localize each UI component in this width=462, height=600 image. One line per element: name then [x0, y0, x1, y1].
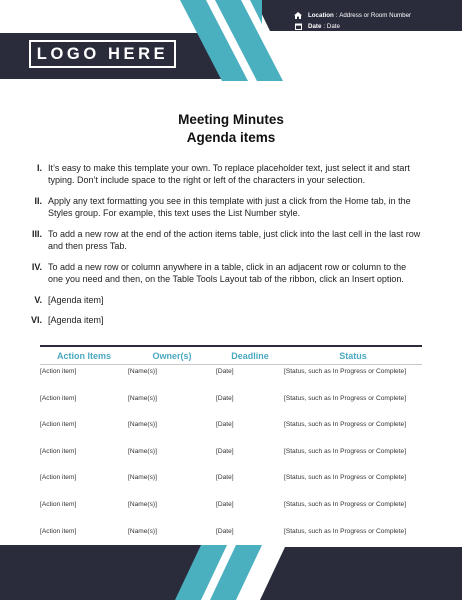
- table-header-row: [40, 348, 422, 365]
- agenda-item[interactable]: [22, 195, 422, 219]
- column-header-action-items: Action Items: [40, 348, 128, 365]
- location-value[interactable]: Address or Room Number: [339, 12, 412, 19]
- date-label: Date: [308, 23, 322, 30]
- footer-banner: [0, 545, 462, 600]
- document-title[interactable]: Meeting Minutes: [178, 112, 284, 127]
- table-row: [40, 418, 422, 445]
- action-item-cell[interactable]: [Action item]: [40, 368, 77, 375]
- column-header-deadline: Deadline: [216, 348, 284, 365]
- agenda-number: I.: [36, 163, 42, 173]
- header-teal-stripe-3: [250, 0, 262, 24]
- status-cell[interactable]: [Status, such as In Progress or Complete]: [284, 421, 407, 429]
- agenda-text: [Agenda item]: [48, 315, 104, 325]
- deadline-cell[interactable]: [Date]: [216, 500, 234, 508]
- owner-cell[interactable]: [Name(s)]: [128, 368, 157, 375]
- agenda-item[interactable]: [22, 314, 422, 326]
- table-top-rule: [40, 345, 422, 347]
- agenda-number: V.: [34, 295, 42, 305]
- agenda-text: It’s easy to make this template your own. To replace placeholder text, just select it and start typing. Don’t include space to the right or left of the characters in your selection.: [48, 163, 410, 185]
- status-cell[interactable]: [Status, such as In Progress or Complete]: [284, 474, 407, 482]
- agenda-number: VI.: [30, 315, 42, 325]
- footer-left-band: [0, 545, 209, 600]
- agenda-item[interactable]: [22, 294, 422, 306]
- table-row: [40, 445, 422, 472]
- status-cell[interactable]: [Status, such as In Progress or Complete]: [284, 394, 407, 402]
- agenda-text: To add a new row or column anywhere in a table, click in an adjacent row or column to the one you need and then, on the Table Tools Layout tab of the ribbon, click an Insert option.: [48, 262, 407, 284]
- owner-cell[interactable]: [Name(s)]: [128, 447, 157, 455]
- action-item-cell[interactable]: [Action item]: [40, 527, 77, 535]
- agenda-number: II.: [34, 196, 42, 206]
- deadline-cell[interactable]: [Date]: [216, 527, 234, 535]
- action-item-cell[interactable]: [Action item]: [40, 447, 77, 455]
- home-icon: [293, 12, 303, 19]
- owner-cell[interactable]: [Name(s)]: [128, 421, 157, 429]
- column-header-status: Status: [284, 348, 422, 365]
- deadline-cell[interactable]: [Date]: [216, 421, 234, 429]
- agenda-text: To add a new row at the end of the action items table, just click into the last cell in the last row and then press Tab.: [48, 229, 421, 251]
- agenda-text: Apply any text formatting you see in this template with just a click from the Home tab, in the Styles group. For example, this text uses the List Number style.: [48, 196, 411, 218]
- clock-icon: [293, 33, 303, 40]
- table-row: [40, 498, 422, 525]
- action-item-cell[interactable]: [Action item]: [40, 474, 77, 482]
- table-row: [40, 365, 422, 392]
- table-row: [40, 471, 422, 498]
- deadline-cell[interactable]: [Date]: [216, 474, 234, 482]
- calendar-icon: [293, 23, 303, 30]
- time-row: Time : Time: [293, 33, 341, 40]
- date-row: Date : Date: [293, 23, 340, 30]
- owner-cell[interactable]: [Name(s)]: [128, 474, 157, 482]
- agenda-item[interactable]: [22, 162, 422, 186]
- agenda-number: IV.: [31, 262, 42, 272]
- footer-right-band: [260, 547, 462, 600]
- deadline-cell[interactable]: [Date]: [216, 368, 234, 375]
- date-value[interactable]: Date: [326, 23, 340, 30]
- deadline-cell[interactable]: [Date]: [216, 447, 234, 455]
- deadline-cell[interactable]: [Date]: [216, 394, 234, 402]
- logo-placeholder[interactable]: LOGO HERE: [29, 40, 176, 68]
- owner-cell[interactable]: [Name(s)]: [128, 394, 157, 402]
- owner-cell[interactable]: [Name(s)]: [128, 527, 157, 535]
- location-row: Location : Address or Room Number: [293, 12, 411, 19]
- status-cell[interactable]: [Status, such as In Progress or Complete]: [284, 368, 407, 375]
- document-subtitle[interactable]: Agenda items: [186, 130, 276, 145]
- status-cell[interactable]: [Status, such as In Progress or Complete]: [284, 447, 407, 455]
- action-item-cell[interactable]: [Action item]: [40, 394, 77, 402]
- time-label: Time: [308, 33, 323, 40]
- location-label: Location: [308, 12, 334, 19]
- agenda-item[interactable]: [22, 261, 422, 285]
- status-cell[interactable]: [Status, such as In Progress or Complete]: [284, 527, 407, 535]
- table-row: [40, 392, 422, 419]
- action-item-cell[interactable]: [Action item]: [40, 421, 77, 429]
- action-item-cell[interactable]: [Action item]: [40, 500, 77, 508]
- agenda-item[interactable]: [22, 228, 422, 252]
- agenda-number: III.: [31, 229, 42, 239]
- agenda-text: [Agenda item]: [48, 295, 104, 305]
- column-header-owners: Owner(s): [128, 348, 216, 365]
- action-items-table: [40, 348, 422, 551]
- owner-cell[interactable]: [Name(s)]: [128, 500, 157, 508]
- status-cell[interactable]: [Status, such as In Progress or Complete]: [284, 500, 407, 508]
- time-value[interactable]: Time: [327, 33, 342, 40]
- agenda-list: [22, 162, 422, 326]
